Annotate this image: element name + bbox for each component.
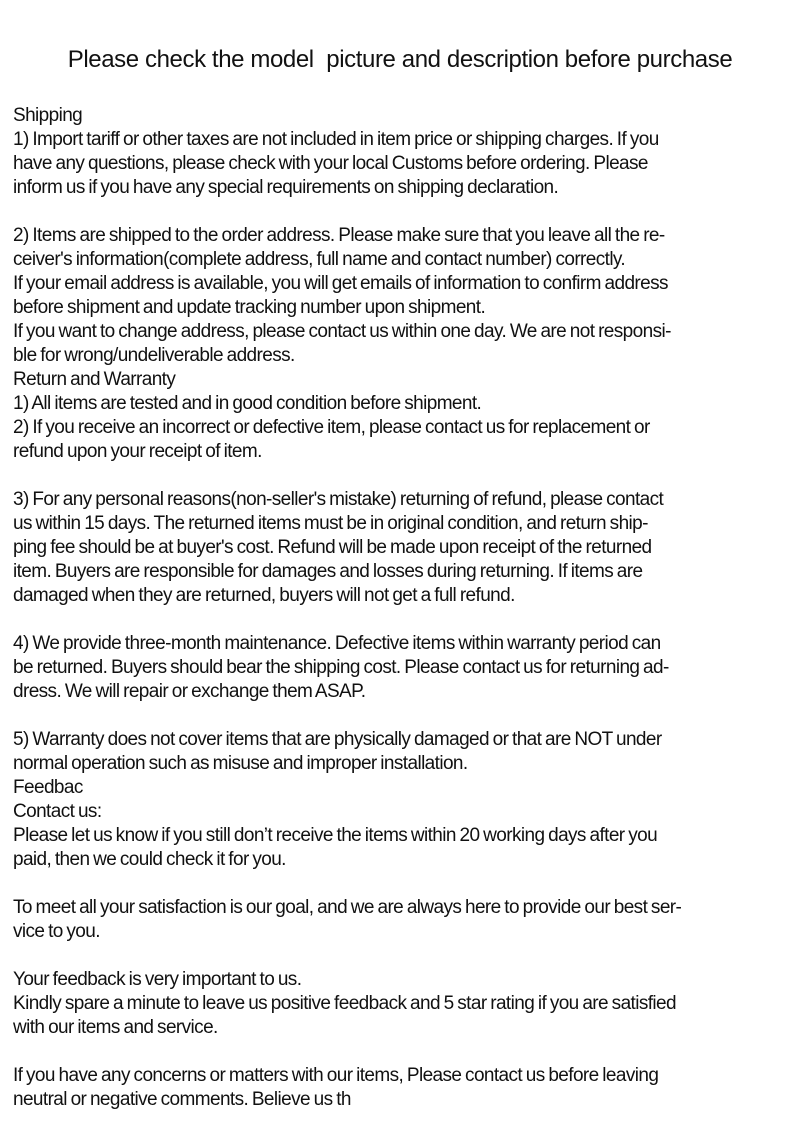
text-line: damaged when they are returned, buyers will not get a full refund. <box>13 585 515 606</box>
paragraph-gap <box>13 1040 793 1064</box>
paragraph-gap <box>13 872 793 896</box>
text-line: 2) Items are shipped to the order address. Please make sure that you leave all the re- <box>13 225 665 246</box>
text-line: 1) Import tariff or other taxes are not included in item price or shipping charges. If you <box>13 129 659 150</box>
text-line: paid, then we could check it for you. <box>13 849 286 870</box>
text-line: Your feedback is very important to us. <box>13 969 302 990</box>
paragraph-gap <box>13 608 793 632</box>
text-line: vice to you. <box>13 921 100 942</box>
text-line: Feedbac <box>13 777 83 798</box>
text-line: be returned. Buyers should bear the shipping cost. Please contact us for returning ad- <box>13 657 669 678</box>
text-line: us within 15 days. The returned items must be in original condition, and return ship- <box>13 513 648 534</box>
paragraph-gap <box>13 200 793 224</box>
text-line: If your email address is available, you will get emails of information to confirm address <box>13 273 668 294</box>
text-line: ble for wrong/undeliverable address. <box>13 345 295 366</box>
text-line: Contact us: <box>13 801 102 822</box>
text-line: 4) We provide three-month maintenance. Defective items within warranty period can <box>13 633 661 654</box>
text-line: Shipping <box>13 105 83 126</box>
text-line: 1) All items are tested and in good condition before shipment. <box>13 393 482 414</box>
text-line: 5) Warranty does not cover items that are physically damaged or that are NOT under <box>13 729 662 750</box>
text-line: item. Buyers are responsible for damages and losses during returning. If items are <box>13 561 643 582</box>
text-line: dress. We will repair or exchange them ASAP. <box>13 681 366 702</box>
text-line: refund upon your receipt of item. <box>13 441 262 462</box>
text-line: with our items and service. <box>13 1017 218 1038</box>
text-line: have any questions, please check with your local Customs before ordering. Please <box>13 153 648 174</box>
text-line: ceiver's information(complete address, full name and contact number) correctly. <box>13 249 626 270</box>
text-line: 3) For any personal reasons(non-seller's mistake) returning of refund, please contact <box>13 489 664 510</box>
text-line: If you want to change address, please contact us within one day. We are not responsi- <box>13 321 671 342</box>
text-line: To meet all your satisfaction is our goal, and we are always here to provide our best ser- <box>13 897 682 918</box>
text-line: inform us if you have any special requirements on shipping declaration. <box>13 177 559 198</box>
text-line: If you have any concerns or matters with our items, Please contact us before leaving <box>13 1065 659 1086</box>
paragraph-gap <box>13 704 793 728</box>
page-title: Please check the model picture and description before purchase <box>67 46 733 73</box>
text-line: 2) If you receive an incorrect or defective item, please contact us for replacement or <box>13 417 650 438</box>
text-line: Return and Warranty <box>13 369 176 390</box>
paragraph-gap <box>13 464 793 488</box>
text-line: Kindly spare a minute to leave us positive feedback and 5 star rating if you are satisfied <box>13 993 676 1014</box>
policy-text-block <box>13 104 793 1112</box>
text-line: ping fee should be at buyer's cost. Refund will be made upon receipt of the returned <box>13 537 652 558</box>
text-line: Please let us know if you still don’t receive the items within 20 working days after you <box>13 825 658 846</box>
paragraph-gap <box>13 944 793 968</box>
text-line: neutral or negative comments. Believe us th <box>13 1089 351 1110</box>
text-line: before shipment and update tracking number upon shipment. <box>13 297 486 318</box>
text-line: normal operation such as misuse and improper installation. <box>13 753 468 774</box>
